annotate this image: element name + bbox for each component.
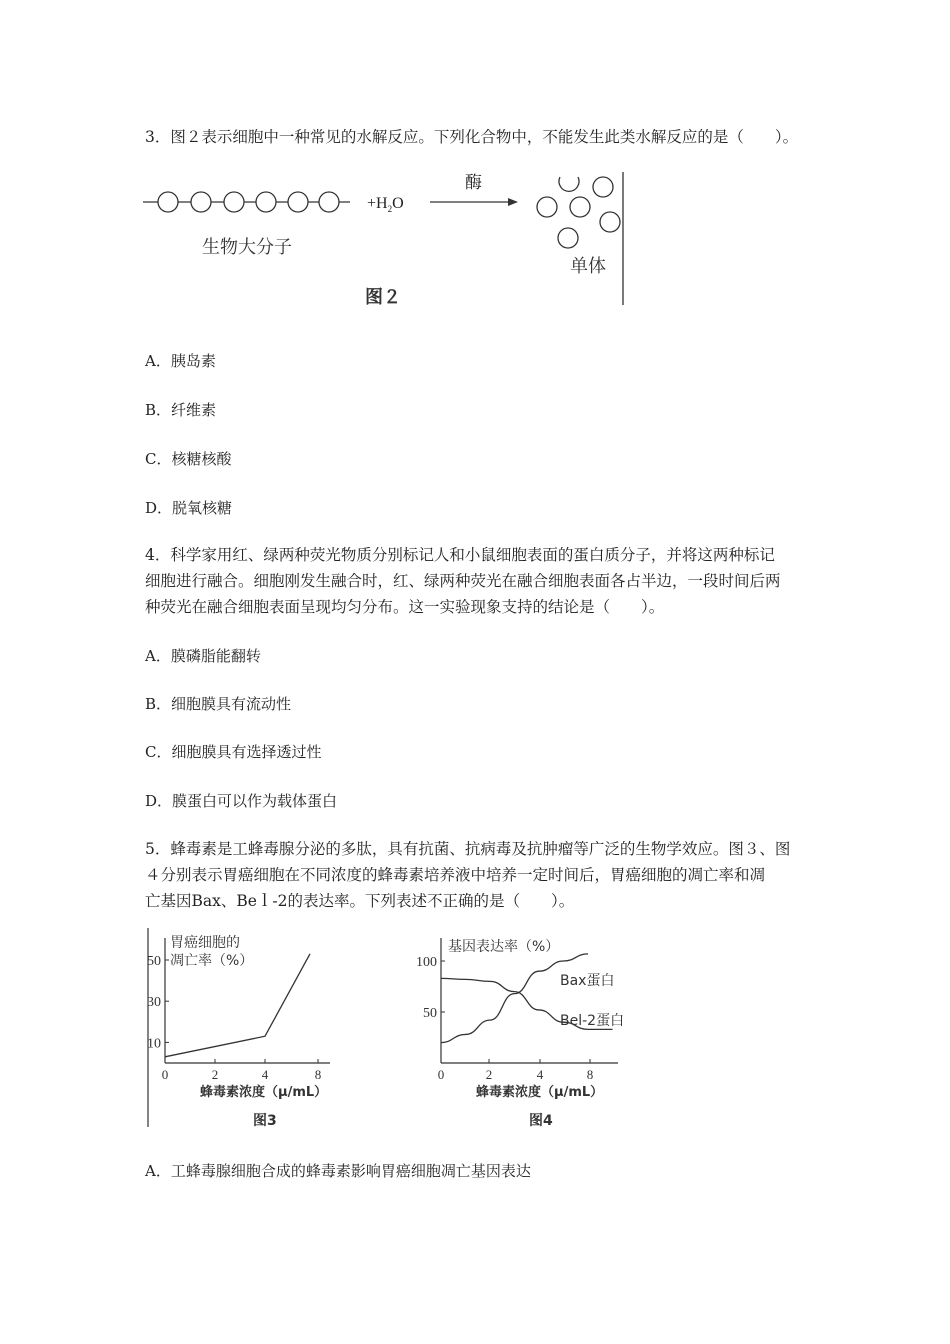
q4-option-c[interactable]: C．细胞膜具有选择透过性 xyxy=(145,743,322,761)
y-tick-label: 50 xyxy=(147,954,161,969)
q3-option-a[interactable]: A．胰岛素 xyxy=(145,352,216,370)
y-axis-label: 基因表达率（%） xyxy=(448,939,560,955)
x-tick-label: 2 xyxy=(485,1067,493,1082)
y-tick-label: 50 xyxy=(423,1006,437,1021)
q4-option-b[interactable]: B．细胞膜具有流动性 xyxy=(145,695,292,713)
macromolecule-label: 生物大分子 xyxy=(202,237,292,258)
x-tick-label: 4 xyxy=(261,1067,269,1082)
bax-protein-curve xyxy=(441,954,588,1043)
figure-3-caption: 图3 xyxy=(253,1113,277,1129)
q5-stem-line-3: 亡基因Bax、Beｌ-2的表达率。下列表述不正确的是（ ）。 xyxy=(145,892,575,910)
q4-stem-line-2: 细胞进行融合。细胞刚发生融合时，红、绿两种荧光在融合细胞表面各占半边，一段时间后两 xyxy=(145,572,781,590)
q3-stem: 3．图２表示细胞中一种常见的水解反应。下列化合物中，不能发生此类水解反应的是（ ）。 xyxy=(145,128,799,146)
x-tick-label: 2 xyxy=(211,1067,219,1082)
y-tick-label: 30 xyxy=(147,995,161,1011)
q4-stem-line-3: 种荧光在融合细胞表面呈现均匀分布。这一实验现象支持的结论是（ ）。 xyxy=(145,598,665,616)
x-axis-label: 蜂毒素浓度（μ/mL） xyxy=(476,1085,604,1100)
water-term: $+H_2O$ xyxy=(367,195,404,214)
figure-4-caption: 图4 xyxy=(529,1113,553,1129)
q3-option-c[interactable]: C．核糖核酸 xyxy=(145,450,232,468)
y-axis-label-1: 胃癌细胞的 xyxy=(170,935,240,951)
x-tick-label: 8 xyxy=(314,1067,322,1082)
q4-stem-line-1: 4．科学家用红、绿两种荧光物质分别标记人和小鼠细胞表面的蛋白质分子，并将这两种标记 xyxy=(145,546,775,564)
figure-2-caption: 图２ xyxy=(365,287,401,308)
q4-option-a[interactable]: A．膜磷脂能翻转 xyxy=(145,647,261,665)
q4-option-d[interactable]: D．膜蛋白可以作为载体蛋白 xyxy=(145,792,338,810)
x-tick-label: 0 xyxy=(161,1067,169,1082)
y-tick-label: 10 xyxy=(147,1036,161,1052)
y-tick-label: 100 xyxy=(416,955,437,970)
q3-option-b[interactable]: B．纤维素 xyxy=(145,401,217,419)
enzyme-label: 酶 xyxy=(465,173,482,193)
q3-option-d[interactable]: D．脱氧核糖 xyxy=(145,499,233,517)
bel2-series-label: Bel-2蛋白 xyxy=(560,1013,625,1029)
bax-series-label: Bax蛋白 xyxy=(560,973,615,989)
x-tick-label: 0 xyxy=(437,1067,445,1082)
y-axis-label-2: 凋亡率（%） xyxy=(170,953,254,969)
q5-stem-line-2: ４分别表示胃癌细胞在不同浓度的蜂毒素培养液中培养一定时间后，胃癌细胞的凋亡率和凋 xyxy=(145,866,766,884)
monomer-label: 单体 xyxy=(570,256,606,277)
x-tick-label: 8 xyxy=(586,1067,594,1082)
x-tick-label: 4 xyxy=(536,1067,544,1082)
x-axis-label: 蜂毒素浓度（μ/mL） xyxy=(200,1085,328,1100)
q5-stem-line-1: 5．蜂毒素是工蜂毒腺分泌的多肽，具有抗菌、抗病毒及抗肿瘤等广泛的生物学效应。图３、图 xyxy=(145,840,791,858)
q5-option-a[interactable]: A．工蜂毒腺细胞合成的蜂毒素影响胃癌细胞凋亡基因表达 xyxy=(145,1162,531,1180)
